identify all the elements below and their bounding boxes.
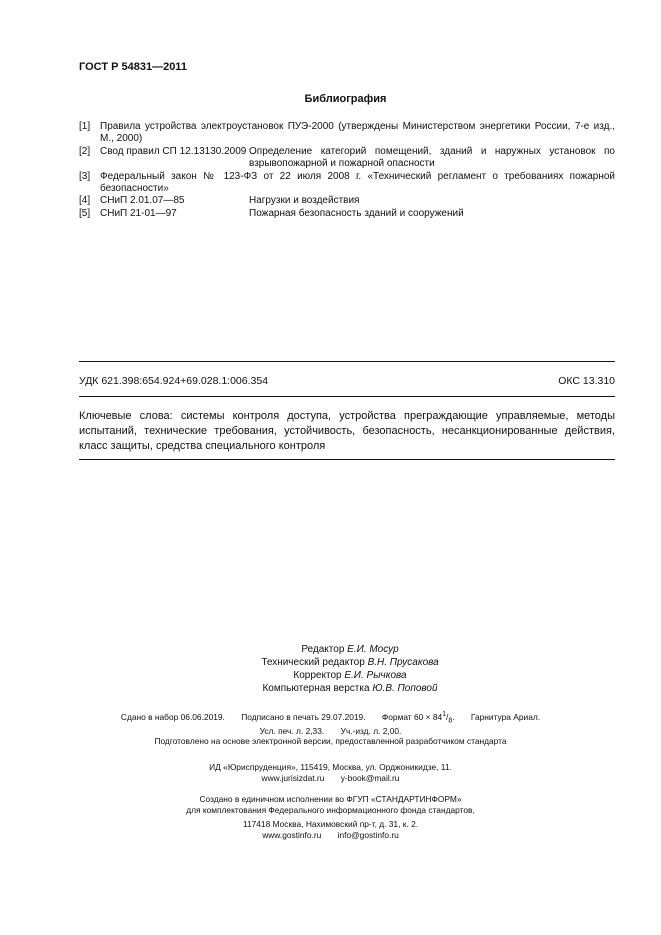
- bibliography-item-code: СНиП 2.01.07—85: [100, 195, 185, 207]
- submitted-date: Сдано в набор 06.06.2019.: [120, 711, 225, 722]
- editor-line: Редактор Е.И. Мосур: [301, 644, 399, 655]
- divider-bottom: [79, 459, 615, 460]
- bibliography-item: [79, 171, 615, 196]
- producer-info: [0, 794, 661, 816]
- publishing-sheets: Уч.-изд. л. 2,00.: [340, 726, 402, 737]
- producer-contacts: [0, 819, 661, 841]
- classification-row: [79, 375, 615, 387]
- signed-date: Подписано в печать 29.07.2019.: [241, 711, 366, 722]
- bibliography-item: [79, 208, 615, 220]
- bibliography-item-number: [4]: [79, 195, 91, 207]
- producer-line2: для комплектования Федерального информационного фонда стандартов,: [186, 805, 475, 815]
- bibliography-item-title: Пожарная безопасность зданий и сооружений: [249, 207, 464, 219]
- layout-line: Компьютерная верстка Ю.В. Поповой: [262, 683, 438, 694]
- paper-format: Формат $60 \times 84^1/_8$.: [381, 711, 455, 725]
- publisher-email: y-book@mail.ru: [340, 773, 400, 783]
- editorial-staff: [230, 643, 470, 695]
- divider-top: [79, 361, 615, 362]
- publisher-info: [0, 762, 661, 784]
- bibliography-item-title: Нагрузки и воздействия: [249, 195, 360, 207]
- producer-line1: Создано в единичном исполнении во ФГУП «СТАНДАРТИНФОРМ»: [199, 794, 462, 804]
- typeface: Гарнитура Ариал.: [470, 711, 541, 722]
- bibliography-item-number: [1]: [79, 121, 91, 132]
- publisher-address: ИД «Юриспруденция», 115419, Москва, ул. Орджоникидзе, 11.: [209, 762, 452, 772]
- print-sheets: Усл. печ. л. 2,33.: [259, 726, 325, 737]
- producer-address: 117418 Москва, Нахимовский пр-т, д. 31, к. 2.: [242, 819, 419, 829]
- producer-email: info@gostinfo.ru: [337, 830, 399, 840]
- tech-editor-line: Технический редактор В.Н. Прусакова: [261, 657, 439, 668]
- bibliography-item-text: Правила устройства электроустановок ПУЭ-2000 (утверждены Министерством энергетики России, 7-е изд., М., 2000): [100, 121, 615, 145]
- bibliography-item-title: Определение категорий помещений, зданий и наружных установок по взрывопожарной и пожарной опасности: [249, 145, 615, 170]
- corrector-name: Е.И. Рычкова: [344, 670, 407, 681]
- prepared-note: Подготовлено на основе электронной версии, предоставленной разработчиком стандарта: [154, 736, 507, 746]
- bibliography-item: [79, 195, 615, 207]
- bibliography-item-number: [5]: [79, 207, 91, 219]
- print-details: [0, 709, 661, 737]
- tech-editor-name: В.Н. Прусакова: [367, 657, 439, 668]
- corrector-line: Корректор Е.И. Рычкова: [293, 670, 407, 681]
- bibliography-item-number: [2]: [79, 145, 91, 157]
- bibliography-item: [79, 121, 615, 146]
- bibliography-list: [79, 121, 615, 220]
- document-id: ГОСТ Р 54831—2011: [79, 61, 187, 73]
- bibliography-item: [79, 146, 615, 171]
- udk-code: УДК 621.398:654.924+69.028.1:006.354: [79, 375, 269, 387]
- editor-name: Е.И. Мосур: [347, 644, 399, 655]
- bibliography-item-code: СНиП 21-01—97: [100, 207, 177, 219]
- bibliography-heading: Библиография: [304, 93, 387, 105]
- bibliography-item-text: Федеральный закон № 123-ФЗ от 22 июля 2008 г. «Технический регламент о требованиях пожарной безопасности»: [100, 170, 615, 195]
- bibliography-item-code: Свод правил СП 12.13130.2009: [100, 145, 247, 157]
- oks-code: ОКС 13.310: [558, 375, 615, 387]
- layout-name: Ю.В. Поповой: [372, 683, 438, 694]
- producer-site: www.gostinfo.ru: [262, 830, 322, 840]
- keywords-text: Ключевые слова: системы контроля доступа, устройства преграждающие управляемые, методы испытаний, технические требования, устойчивость, безопасность, несанкционированные действия, класс защиты, средства специального контроля: [79, 410, 615, 452]
- publisher-site: www.jurisizdat.ru: [261, 773, 325, 783]
- divider-middle: [79, 396, 615, 397]
- bibliography-item-number: [3]: [79, 170, 91, 182]
